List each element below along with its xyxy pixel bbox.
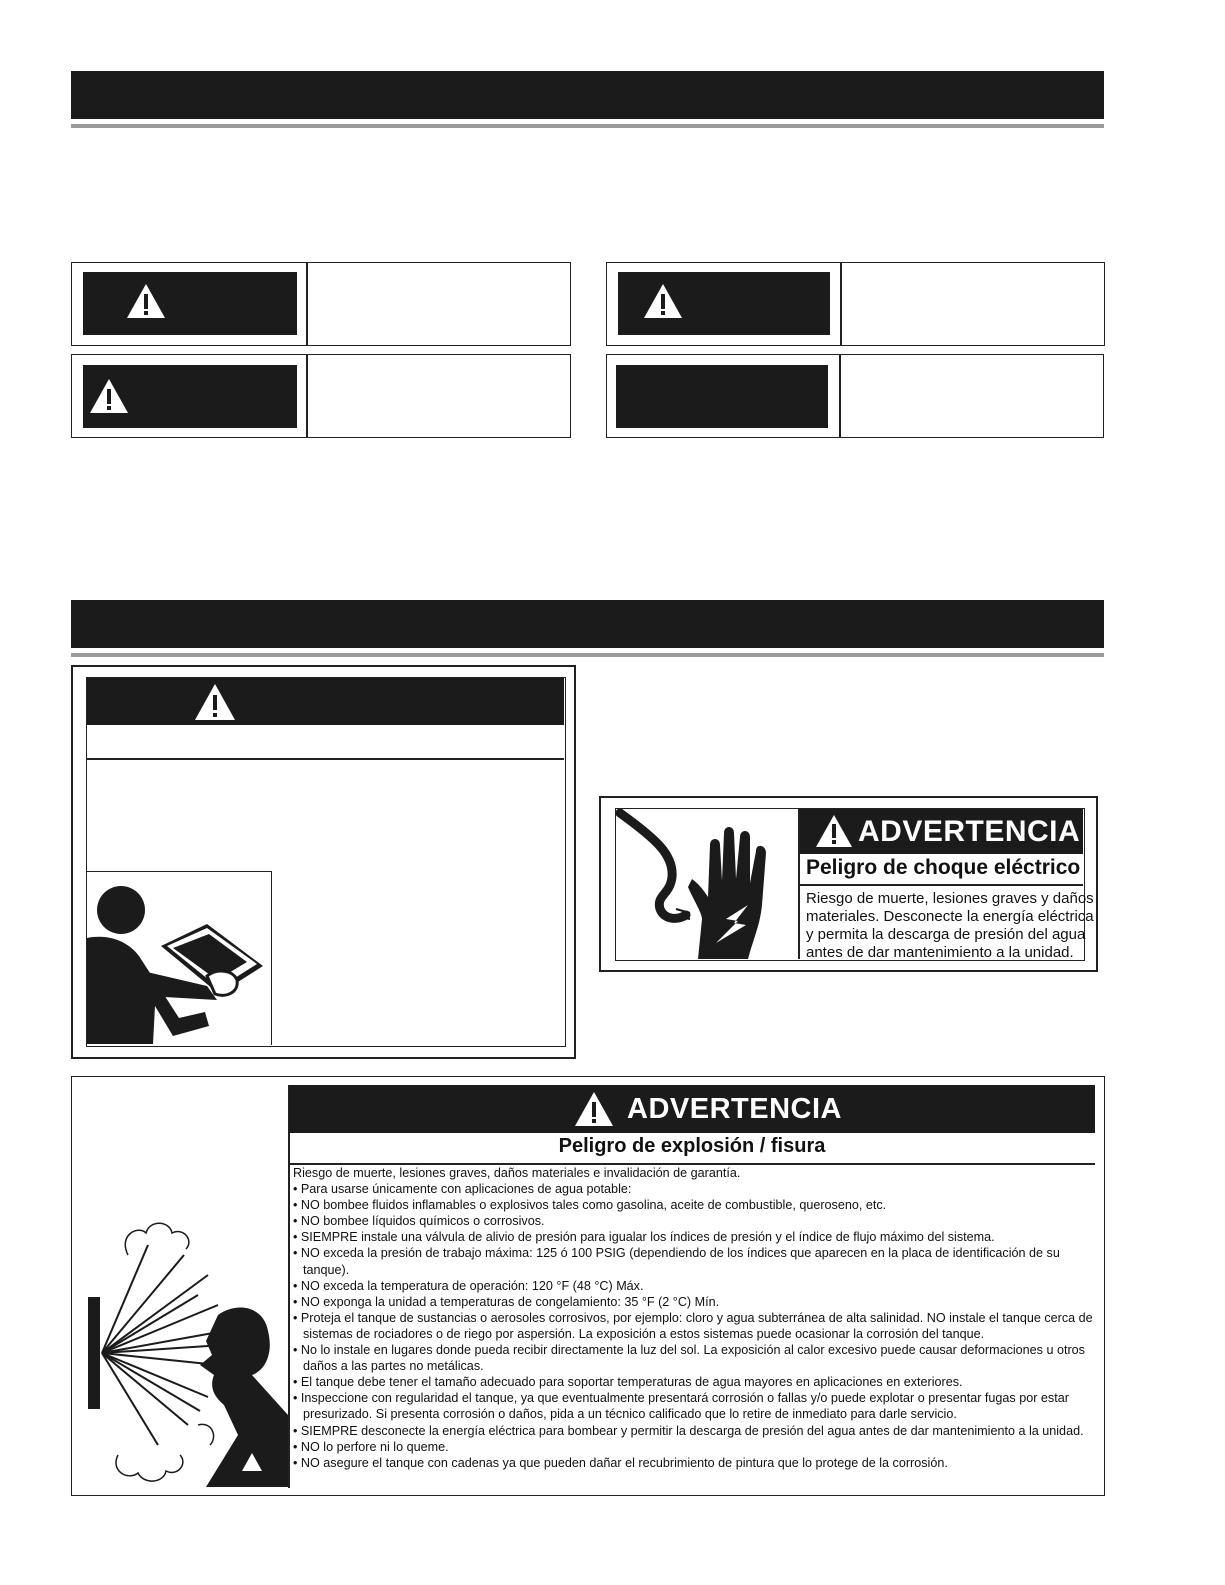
list-item: • NO asegure el tanque con cadenas ya que pueden dañar el recubrimiento de pintura que lo protege de la corrosión.: [293, 1455, 948, 1470]
read-manual-subheader-rule: [87, 758, 564, 760]
shock-sub-rule: [800, 884, 1083, 886]
list-item: • Para usarse únicamente con aplicaciones de agua potable:: [293, 1182, 632, 1197]
warning-triangle-icon: [573, 1090, 615, 1128]
list-item: • El tanque debe tener el tamaño adecuado para soportar temperaturas de agua mayores en aplicaciones en exteriores.: [293, 1375, 963, 1390]
signal-word-panel-caution: [83, 365, 297, 428]
shock-body-line: materiales. Desconecte la energía eléctrica: [806, 908, 1094, 925]
signal-word-divider: [306, 355, 308, 437]
list-item: • NO exceda la temperatura de operación: 120 °F (48 °C) Máx.: [293, 1278, 644, 1293]
read-manual-icon-box: [87, 871, 272, 1045]
shock-signal-word: ADVERTENCIA: [858, 815, 1081, 848]
shock-signal-header: [800, 809, 1083, 854]
explosion-signal-word: ADVERTENCIA: [627, 1093, 842, 1125]
signal-word-box-warning: [606, 262, 1105, 346]
electric-shock-hand-icon: [616, 809, 798, 959]
shock-hazard-title: Peligro de choque eléctrico: [806, 856, 1081, 879]
list-item: • Inspeccione con regularidad el tanque, ya que eventualmente presentará corrosión o fallas y/o puede explotar o presentar fugas por estar presurizado. Si presenta corrosión o daños, pida a un técnico calificado que lo retire de inmediato para darle servicio.: [293, 1391, 1069, 1422]
signal-word-panel-danger: [83, 272, 297, 335]
read-manual-label: [71, 665, 576, 1059]
electric-shock-label: [599, 796, 1098, 972]
explosion-warning-list: [293, 1165, 1093, 1471]
list-item: • Proteja el tanque de sustancias o aerosoles corrosivos, por ejemplo: cloro y agua subterránea de alta salinidad. NO instale el tanque cerca de sistemas de rociadores o de riego por aspersión. La exposición a estos sistemas puede ocasionar la corrosión del tanque.: [293, 1310, 1093, 1341]
explosion-label: [71, 1076, 1105, 1496]
list-item: • No lo instale en lugares donde pueda recibir directamente la luz del sol. La exposición al calor excesivo puede causar deformaciones u otros daños a las partes no metálicas.: [293, 1343, 1085, 1374]
signal-word-divider: [306, 263, 308, 345]
section-header-bar-2: [71, 600, 1104, 648]
list-item: • NO bombee líquidos químicos o corrosivos.: [293, 1214, 545, 1229]
signal-word-divider: [839, 355, 841, 437]
list-item: • NO bombee fluidos inflamables o explosivos tales como gasolina, aceite de combustible, queroseno, etc.: [293, 1198, 887, 1213]
shock-body-line: Riesgo de muerte, lesiones graves y daños: [806, 890, 1094, 907]
signal-word-box-caution: [71, 354, 571, 438]
signal-word-box-danger: [71, 262, 571, 346]
list-item: • NO exponga la unidad a temperaturas de congelamiento: 35 °F (2 °C) Mín.: [293, 1294, 720, 1309]
list-item: Riesgo de muerte, lesiones graves, daños materiales e invalidación de garantía.: [293, 1166, 741, 1180]
read-manual-header: [87, 678, 564, 725]
read-manual-icon: [87, 876, 269, 1044]
shock-body-line: antes de dar mantenimiento a la unidad.: [806, 944, 1074, 961]
warning-triangle-icon: [193, 682, 237, 722]
read-manual-inner: [86, 677, 566, 1047]
section-rule-1: [71, 124, 1104, 128]
warning-triangle-icon: [642, 282, 684, 320]
shock-body: [806, 890, 1094, 962]
warning-triangle-icon: [125, 282, 167, 320]
list-item: • NO exceda la presión de trabajo máxima: 125 ó 100 PSIG (dependiendo de los índices que aparecen en la placa de identificación de su tanque).: [293, 1246, 1060, 1277]
explosion-hazard-icon: [88, 1215, 288, 1487]
section-header-bar-1: [71, 71, 1104, 119]
explosion-signal-header: [289, 1085, 1095, 1133]
list-item: • SIEMPRE instale una válvula de alivio de presión para igualar los índices de presión y el índice de flujo máximo del sistema.: [293, 1230, 995, 1245]
signal-word-panel-warning: [618, 272, 830, 335]
explosion-hazard-title: Peligro de explosión / fisura: [558, 1135, 826, 1157]
signal-word-box-notice: [606, 354, 1104, 438]
shock-inner: [615, 808, 1094, 961]
explosion-pictogram-panel: [88, 1085, 289, 1487]
signal-word-divider: [840, 263, 842, 345]
section-rule-2: [71, 653, 1104, 657]
signal-word-panel-notice: [616, 365, 828, 428]
list-item: • SIEMPRE desconecte la energía eléctrica para bombear y permitir la descarga de presión del agua antes de dar mantenimiento a la unidad.: [293, 1423, 1084, 1438]
warning-triangle-icon: [814, 813, 854, 849]
warning-triangle-icon: [88, 377, 130, 415]
list-item: • NO lo perfore ni lo queme.: [293, 1439, 449, 1454]
shock-body-line: y permita la descarga de presión del agua: [806, 926, 1086, 943]
